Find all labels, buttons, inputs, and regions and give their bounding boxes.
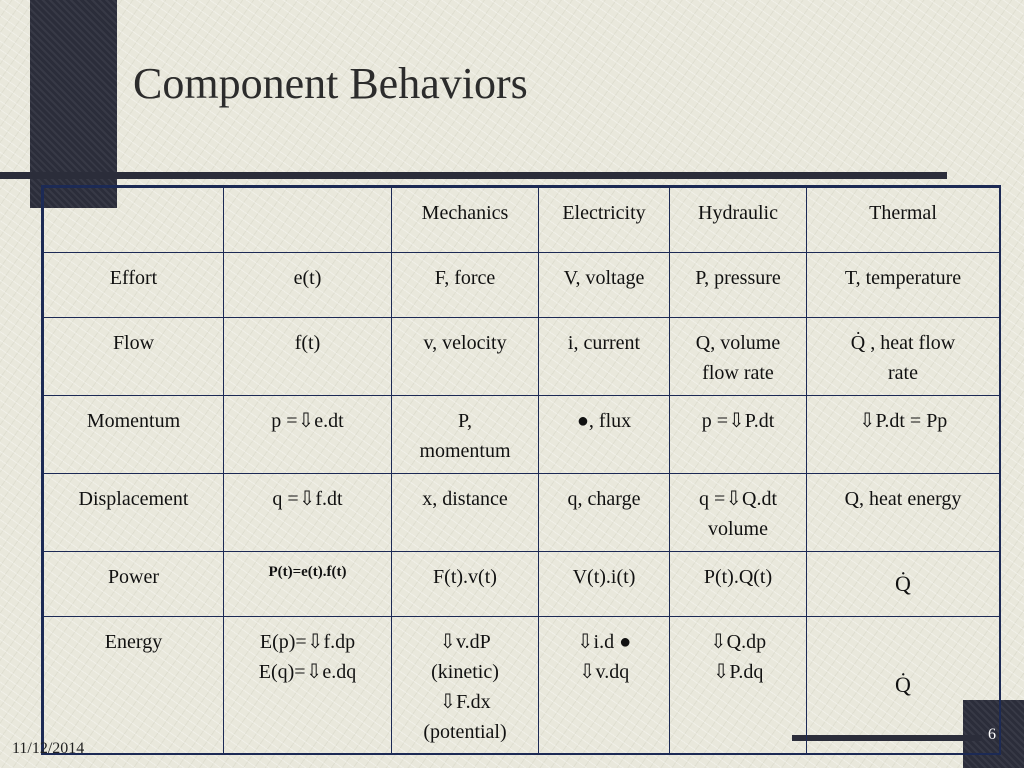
cell-text: rate [888,362,918,384]
cell-text: ⇩F.dx [439,691,491,713]
table-row [44,396,1000,474]
hydraulic-cell [670,552,807,617]
header-cell: Hydraulic [670,188,807,253]
cell-text: Q̇ [895,571,911,596]
mechanics-cell [392,253,539,318]
cell-text: E(q)=⇩e.dq [258,661,357,683]
general-cell [224,318,392,396]
thermal-cell [807,253,1000,318]
general-cell [224,253,392,318]
table-row [44,552,1000,617]
cell-text: ⇩P.dq [712,661,764,683]
cell-text: V(t).i(t) [572,566,636,588]
cell-text: V, voltage [563,267,645,289]
thermal-cell [807,474,1000,552]
cell-text: P(t).Q(t) [703,566,773,588]
mechanics-cell [392,396,539,474]
cell-text: P, pressure [695,267,781,289]
row-label-cell: Flow [44,318,224,396]
thermal-cell [807,552,1000,617]
slide-title: Component Behaviors [133,59,528,108]
electricity-cell [539,474,670,552]
header-cell [44,188,224,253]
thermal-cell [807,617,1000,754]
slide-page-number: 6 [988,726,996,743]
electricity-cell [539,617,670,754]
electricity-cell [539,318,670,396]
hydraulic-cell [670,396,807,474]
cell-text: q =⇩Q.dt [698,488,778,510]
electricity-cell [539,552,670,617]
cell-text: flow rate [702,362,774,384]
cell-text: p =⇩e.dt [271,410,344,432]
thermal-cell [807,396,1000,474]
behavior-table [41,185,1001,755]
row-label-cell: Displacement [44,474,224,552]
cell-text: ⇩i.d ● [576,631,632,653]
row-label-cell: Effort [44,253,224,318]
row-label-cell: Energy [44,617,224,754]
general-cell [224,474,392,552]
hydraulic-cell [670,253,807,318]
cell-text: ⇩v.dq [578,661,630,683]
cell-text: (potential) [423,721,507,743]
header-cell [224,188,392,253]
cell-text: ⇩P.dt = Pp [858,410,948,432]
cell-text: v, velocity [423,332,507,354]
table-row [44,253,1000,318]
cell-text: ●, flux [576,410,632,432]
row-label-cell: Momentum [44,396,224,474]
cell-text: ⇩Q.dp [709,631,767,653]
cell-text: q, charge [567,488,641,510]
cell-text: F(t).v(t) [433,566,497,588]
cell-text: momentum [419,440,511,462]
cell-text: i, current [567,332,641,354]
header-cell: Thermal [807,188,1000,253]
row-label-cell: Power [44,552,224,617]
header-cell: Mechanics [392,188,539,253]
general-cell [224,396,392,474]
mechanics-cell [392,552,539,617]
table-header-row [44,188,1000,253]
cell-text: volume [708,518,768,540]
cell-text: E(p)=⇩f.dp [259,631,356,653]
cell-text: (kinetic) [431,661,499,683]
table-row [44,474,1000,552]
cell-text: Q, volume [695,332,781,354]
cell-text: T, temperature [844,267,962,289]
title-rule [0,172,947,179]
cell-text: x, distance [422,488,508,510]
header-cell: Electricity [539,188,670,253]
cell-text: F, force [434,267,496,289]
cell-text: Q̇ [895,672,911,697]
electricity-cell [539,396,670,474]
general-cell [224,552,392,617]
table-row [44,617,1000,754]
cell-text: P(t)=e(t).f(t) [268,564,347,580]
cell-text: q =⇩f.dt [272,488,343,510]
table-row [44,318,1000,396]
cell-text: p =⇩P.dt [701,410,775,432]
cell-text: f(t) [294,332,321,354]
hydraulic-cell [670,617,807,754]
cell-text: P, [458,410,472,432]
cell-text: Q, heat energy [844,488,962,510]
thermal-cell [807,318,1000,396]
mechanics-cell [392,318,539,396]
mechanics-cell [392,617,539,754]
slide-date: 11/12/2014 [12,740,85,757]
general-cell [224,617,392,754]
cell-text: Q̇ , heat flow [850,332,956,354]
electricity-cell [539,253,670,318]
behavior-table-grid [43,187,1000,754]
hydraulic-cell [670,474,807,552]
cell-text: ⇩v.dP [439,631,491,653]
hydraulic-cell [670,318,807,396]
cell-text: e(t) [293,267,322,289]
mechanics-cell [392,474,539,552]
